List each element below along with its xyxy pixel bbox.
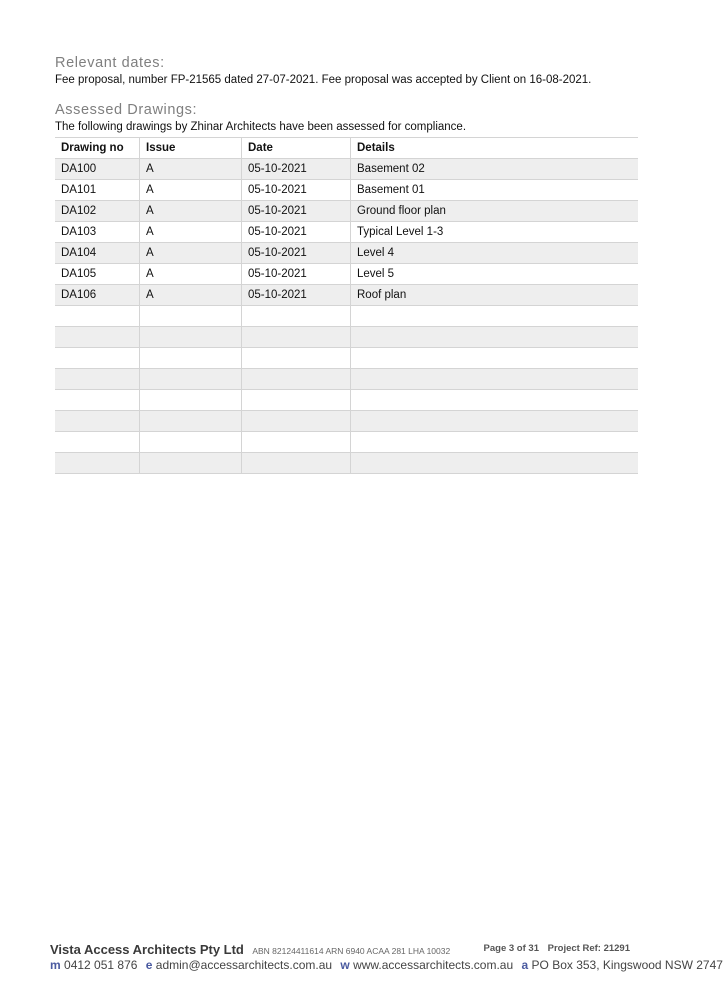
relevant-dates-heading: Relevant dates:	[55, 55, 165, 71]
table-cell	[351, 348, 639, 369]
drawings-table	[55, 137, 638, 474]
footer-company-line	[50, 941, 630, 959]
table-cell: DA100	[55, 159, 140, 180]
table-row	[55, 243, 638, 264]
table-row	[55, 453, 638, 474]
table-cell: 05-10-2021	[242, 180, 351, 201]
column-header: Drawing no	[55, 138, 140, 159]
table-cell	[242, 453, 351, 474]
table-row	[55, 327, 638, 348]
company-name: Vista Access Architects Pty Ltd	[50, 942, 244, 957]
table-row	[55, 222, 638, 243]
table-cell	[55, 390, 140, 411]
table-cell	[351, 411, 639, 432]
table-cell	[55, 369, 140, 390]
table-cell: A	[140, 285, 242, 306]
table-cell: Basement 02	[351, 159, 639, 180]
contact-mobile	[50, 958, 137, 972]
page-info	[478, 943, 630, 954]
contact-value: PO Box 353, Kingswood NSW 2747	[531, 958, 723, 972]
table-cell: 05-10-2021	[242, 285, 351, 306]
table-cell	[242, 306, 351, 327]
table-cell: Basement 01	[351, 180, 639, 201]
table-cell	[55, 306, 140, 327]
table-cell: 05-10-2021	[242, 201, 351, 222]
table-cell	[351, 327, 639, 348]
table-row	[55, 432, 638, 453]
table-cell: 05-10-2021	[242, 159, 351, 180]
table-row	[55, 306, 638, 327]
table-cell	[55, 453, 140, 474]
table-cell: A	[140, 201, 242, 222]
table-cell	[351, 432, 639, 453]
table-cell	[242, 432, 351, 453]
table-cell: Ground floor plan	[351, 201, 639, 222]
table-cell	[351, 369, 639, 390]
contact-label: a	[521, 958, 529, 972]
table-cell	[351, 390, 639, 411]
table-row	[55, 264, 638, 285]
column-header: Date	[242, 138, 351, 159]
assessed-drawings-text: The following drawings by Zhinar Architects have been assessed for compliance.	[55, 121, 467, 133]
table-row	[55, 180, 638, 201]
table-cell	[242, 369, 351, 390]
contact-label: w	[340, 958, 350, 972]
table-cell	[140, 348, 242, 369]
contact-value: www.accessarchitects.com.au	[353, 958, 514, 972]
table-cell	[140, 411, 242, 432]
table-cell: DA103	[55, 222, 140, 243]
table-row	[55, 285, 638, 306]
table-cell: 05-10-2021	[242, 264, 351, 285]
table-cell: A	[140, 180, 242, 201]
table-header-row	[55, 138, 638, 159]
table-cell: DA105	[55, 264, 140, 285]
contact-value: admin@accessarchitects.com.au	[155, 958, 333, 972]
table-cell	[242, 327, 351, 348]
table-cell	[140, 453, 242, 474]
project-ref: Project Ref: 21291	[547, 943, 630, 954]
table-cell	[55, 432, 140, 453]
table-cell: A	[140, 243, 242, 264]
contact-label: m	[50, 958, 61, 972]
contact-email	[146, 958, 332, 972]
table-cell	[351, 306, 639, 327]
table-cell: 05-10-2021	[242, 243, 351, 264]
table-row	[55, 201, 638, 222]
table-cell	[55, 327, 140, 348]
table-cell: DA102	[55, 201, 140, 222]
table-cell: Level 5	[351, 264, 639, 285]
table-cell: Level 4	[351, 243, 639, 264]
table-cell	[140, 369, 242, 390]
contact-label: e	[145, 958, 153, 972]
table-cell	[140, 390, 242, 411]
table-row	[55, 348, 638, 369]
column-header: Details	[351, 138, 639, 159]
table-cell	[351, 453, 639, 474]
table-row	[55, 369, 638, 390]
table-cell: Roof plan	[351, 285, 639, 306]
table-cell: A	[140, 222, 242, 243]
table-cell	[242, 348, 351, 369]
footer-contact-line	[50, 958, 728, 972]
table-cell: 05-10-2021	[242, 222, 351, 243]
contact-address	[521, 958, 722, 972]
column-header: Issue	[140, 138, 242, 159]
contact-web	[340, 958, 513, 972]
table-cell	[140, 432, 242, 453]
table-cell	[140, 306, 242, 327]
page-number: Page 3 of 31	[483, 943, 539, 954]
contact-value: 0412 051 876	[64, 958, 138, 972]
table-cell	[55, 348, 140, 369]
table-cell: DA101	[55, 180, 140, 201]
company-registration: ABN 82124411614 ARN 6940 ACAA 281 LHA 10032	[252, 946, 451, 956]
assessed-drawings-heading: Assessed Drawings:	[55, 102, 198, 118]
table-cell: Typical Level 1-3	[351, 222, 639, 243]
table-cell	[140, 327, 242, 348]
table-cell	[55, 411, 140, 432]
table-cell	[242, 411, 351, 432]
relevant-dates-text: Fee proposal, number FP-21565 dated 27-07-2021. Fee proposal was accepted by Client on 16-08-2021.	[55, 74, 592, 86]
table-row	[55, 411, 638, 432]
table-cell: A	[140, 159, 242, 180]
table-cell: A	[140, 264, 242, 285]
table-row	[55, 159, 638, 180]
table-cell	[242, 390, 351, 411]
table-row	[55, 390, 638, 411]
table-cell: DA106	[55, 285, 140, 306]
table-cell: DA104	[55, 243, 140, 264]
